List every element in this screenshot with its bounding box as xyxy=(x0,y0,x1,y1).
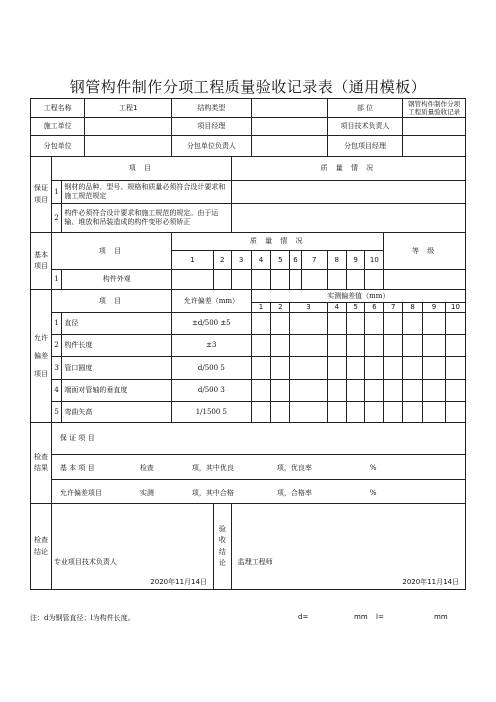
basic-grade-header: 等 级 xyxy=(384,233,466,270)
measured-cell[interactable] xyxy=(271,313,290,335)
measured-cell[interactable] xyxy=(384,357,403,380)
page-title: 钢管构件制作分项工程质量验收记录表（通用模板） xyxy=(69,78,427,96)
measured-cell[interactable] xyxy=(423,402,446,423)
basic-cell[interactable] xyxy=(231,270,251,290)
check-basic-mid: 项，其中优良 xyxy=(191,464,234,472)
tolerance-allow-value: ±d/500 ±5 xyxy=(172,313,251,335)
tolerance-allow-value: ±3 xyxy=(172,335,251,357)
l-label: l= xyxy=(376,613,384,621)
measured-cell[interactable] xyxy=(403,335,423,357)
part-value[interactable]: 钢管构件制作分项工程质量验收记录 xyxy=(403,99,466,118)
basic-col-header: 10 xyxy=(365,251,384,270)
measured-cell[interactable] xyxy=(445,380,465,402)
subcontract-lead-value[interactable] xyxy=(251,136,327,157)
basic-col-header: 4 xyxy=(251,251,271,270)
guarantee-quality-header: 质 量 情 况 xyxy=(231,157,465,181)
check-basic-rate: 项，优良率 xyxy=(276,464,312,472)
check-guarantee-label: 保 证 项 目 xyxy=(59,434,95,443)
measured-cell[interactable] xyxy=(365,357,384,380)
measured-cell[interactable] xyxy=(403,402,423,423)
measured-cell[interactable] xyxy=(403,357,423,380)
basic-cell[interactable] xyxy=(290,270,301,290)
measured-cell[interactable] xyxy=(346,402,365,423)
project-manager-value[interactable] xyxy=(251,118,327,136)
basic-item-header: 项 目 xyxy=(51,233,171,270)
check-result-side-label: 检查结果 xyxy=(31,423,52,504)
tolerance-item-text: 直径 xyxy=(62,313,172,335)
tolerance-allow-value: d/500 3 xyxy=(172,380,251,402)
basic-col-header: 6 xyxy=(290,251,301,270)
measured-cell[interactable] xyxy=(251,313,271,335)
basic-col-header: 9 xyxy=(346,251,365,270)
measured-cell[interactable] xyxy=(384,313,403,335)
measured-cell[interactable] xyxy=(251,335,271,357)
measured-cell[interactable] xyxy=(365,335,384,357)
measured-cell[interactable] xyxy=(290,335,328,357)
tolerance-item-no: 2 xyxy=(51,335,61,357)
tolerance-item-no: 3 xyxy=(51,357,61,380)
tolerance-side-label: 允许偏差项目 xyxy=(31,290,52,423)
guarantee-item-header: 项 目 xyxy=(51,157,231,181)
subcontract-unit-label: 分包单位 xyxy=(31,136,85,157)
measured-cell[interactable] xyxy=(365,380,384,402)
basic-col-header: 7 xyxy=(301,251,327,270)
guarantee-item-text: 钢材的品种、型号、规格和质量必须符合设计要求和施工规范规定 xyxy=(62,181,231,204)
measured-cell[interactable] xyxy=(290,357,328,380)
basic-quality-header: 质 量 情 况 xyxy=(172,233,384,251)
guarantee-side-label: 保证项目 xyxy=(31,157,52,233)
basic-cell[interactable] xyxy=(251,270,271,290)
measured-cell[interactable] xyxy=(346,357,365,380)
tolerance-col-header: 8 xyxy=(403,303,423,313)
tolerance-col-header: 10 xyxy=(445,303,465,313)
measured-cell[interactable] xyxy=(251,380,271,402)
tolerance-col-header: 4 xyxy=(327,303,346,313)
tolerance-allow-value: d/500 5 xyxy=(172,357,251,380)
basic-col-header: 3 xyxy=(231,251,251,270)
tolerance-measured-header: 实测偏差值（mm） xyxy=(251,290,465,303)
basic-cell[interactable] xyxy=(301,270,327,290)
basic-cell[interactable] xyxy=(172,270,214,290)
part-label: 部 位 xyxy=(327,99,402,118)
check-tol-pct: % xyxy=(369,489,377,497)
guarantee-item-quality[interactable] xyxy=(231,204,465,233)
project-name-label: 工程名称 xyxy=(31,99,85,118)
measured-cell[interactable] xyxy=(365,402,384,423)
accept-signer-label: 监理工程师 xyxy=(237,558,273,567)
tolerance-item-text: 端面对管轴的垂直度 xyxy=(62,380,172,402)
tolerance-col-header: 6 xyxy=(365,303,384,313)
measured-cell[interactable] xyxy=(423,335,446,357)
l-unit: mm xyxy=(434,613,448,621)
measured-cell[interactable] xyxy=(327,402,346,423)
tolerance-item-no: 4 xyxy=(51,380,61,402)
check-basic-check: 检查 xyxy=(139,464,154,472)
measured-cell[interactable] xyxy=(423,357,446,380)
measured-cell[interactable] xyxy=(365,313,384,335)
guarantee-item-no: 1 xyxy=(51,181,61,204)
accept-conclusion-label: 验收结论 xyxy=(213,504,231,590)
guarantee-item-no: 2 xyxy=(51,204,61,233)
measured-cell[interactable] xyxy=(271,357,290,380)
tolerance-item-header: 项 目 xyxy=(51,290,171,313)
check-guarantee-row xyxy=(51,423,465,455)
check-conclusion-label: 检查结论 xyxy=(31,504,52,590)
basic-col-header: 5 xyxy=(271,251,290,270)
subcontract-unit-value[interactable] xyxy=(85,136,172,157)
measured-cell[interactable] xyxy=(327,357,346,380)
measured-cell[interactable] xyxy=(384,402,403,423)
basic-col-header: 8 xyxy=(327,251,346,270)
construction-unit-label: 施工单位 xyxy=(31,118,85,136)
tech-lead-value[interactable] xyxy=(403,118,466,136)
measured-cell[interactable] xyxy=(290,402,328,423)
accept-conclusion-area[interactable] xyxy=(231,504,465,590)
basic-item-no: 1 xyxy=(51,270,61,290)
structure-type-value[interactable] xyxy=(251,99,327,118)
basic-col-header: 2 xyxy=(213,251,231,270)
measured-cell[interactable] xyxy=(327,313,346,335)
basic-cell[interactable] xyxy=(213,270,231,290)
tolerance-col-header: 3 xyxy=(290,303,328,313)
check-tolerance-row xyxy=(51,480,465,504)
record-sheet xyxy=(30,98,466,590)
measured-cell[interactable] xyxy=(346,313,365,335)
d-unit: mm xyxy=(354,613,368,621)
measured-cell[interactable] xyxy=(445,402,465,423)
measured-cell[interactable] xyxy=(251,357,271,380)
tolerance-item-no: 1 xyxy=(51,313,61,335)
measured-cell[interactable] xyxy=(271,380,290,402)
basic-cell[interactable] xyxy=(346,270,365,290)
construction-unit-value[interactable] xyxy=(85,118,172,136)
check-tolerance-label: 允许偏差项目 xyxy=(59,489,102,497)
project-name-value[interactable]: 工程1 xyxy=(85,99,172,118)
measured-cell[interactable] xyxy=(271,402,290,423)
basic-col-header: 1 xyxy=(172,251,214,270)
measured-cell[interactable] xyxy=(290,380,328,402)
measured-cell[interactable] xyxy=(423,380,446,402)
check-tol-check: 实测 xyxy=(139,489,154,497)
tolerance-col-header: 1 xyxy=(251,303,271,313)
tolerance-col-header: 2 xyxy=(271,303,290,313)
guarantee-item-quality[interactable] xyxy=(231,181,465,204)
tolerance-item-no: 5 xyxy=(51,402,61,423)
measured-cell[interactable] xyxy=(251,402,271,423)
project-manager-label: 项目经理 xyxy=(172,118,251,136)
measured-cell[interactable] xyxy=(423,313,446,335)
footnote-text: 注：d为钢管直径；l为构件长度。 xyxy=(30,614,135,622)
tolerance-item-text: 弯曲矢高 xyxy=(62,402,172,423)
basic-cell[interactable] xyxy=(327,270,346,290)
accept-date: 2020年11月14日 xyxy=(402,578,459,587)
tolerance-allow-header: 允许偏差（mm） xyxy=(172,290,251,313)
measured-cell[interactable] xyxy=(384,380,403,402)
check-basic-row xyxy=(51,455,465,480)
check-conclusion-area[interactable] xyxy=(51,504,213,590)
measured-cell[interactable] xyxy=(290,313,328,335)
subcontract-manager-value[interactable] xyxy=(403,136,466,157)
measured-cell[interactable] xyxy=(445,313,465,335)
tolerance-item-text: 构件长度 xyxy=(62,335,172,357)
measured-cell[interactable] xyxy=(445,335,465,357)
measured-cell[interactable] xyxy=(327,335,346,357)
basic-cell[interactable] xyxy=(365,270,384,290)
basic-grade-cell[interactable] xyxy=(384,270,466,290)
tolerance-col-header: 5 xyxy=(346,303,365,313)
check-tol-rate: 项，合格率 xyxy=(276,489,312,497)
measured-cell[interactable] xyxy=(271,335,290,357)
tolerance-item-text: 管口圆度 xyxy=(62,357,172,380)
tolerance-col-header: 7 xyxy=(384,303,403,313)
subcontract-lead-label: 分包单位负责人 xyxy=(172,136,251,157)
measured-cell[interactable] xyxy=(403,380,423,402)
measured-cell[interactable] xyxy=(445,357,465,380)
measured-cell[interactable] xyxy=(346,380,365,402)
measured-cell[interactable] xyxy=(403,313,423,335)
check-basic-pct: % xyxy=(369,464,377,472)
structure-type-label: 结构类型 xyxy=(172,99,251,118)
basic-side-label: 基本项目 xyxy=(31,233,52,290)
tolerance-allow-value: 1/1500 5 xyxy=(172,402,251,423)
d-label: d= xyxy=(298,613,309,621)
basic-cell[interactable] xyxy=(271,270,290,290)
tech-lead-label: 项目技术负责人 xyxy=(327,118,402,136)
check-signer-label: 专业项目技术负责人 xyxy=(53,558,117,567)
measured-cell[interactable] xyxy=(327,380,346,402)
measured-cell[interactable] xyxy=(384,335,403,357)
check-basic-label: 基 本 项 目 xyxy=(59,464,95,472)
check-tol-mid: 项，其中合格 xyxy=(191,489,234,497)
basic-item-text: 构件外观 xyxy=(62,270,172,290)
tolerance-col-header: 9 xyxy=(423,303,446,313)
check-date: 2020年11月14日 xyxy=(150,578,207,587)
subcontract-manager-label: 分包项目经理 xyxy=(327,136,402,157)
guarantee-item-text: 构件必须符合设计要求和施工规范的规定。由于运输、堆放和吊装造成的构件变形必须矫正 xyxy=(62,204,231,233)
acceptance-table xyxy=(30,98,466,590)
measured-cell[interactable] xyxy=(346,335,365,357)
